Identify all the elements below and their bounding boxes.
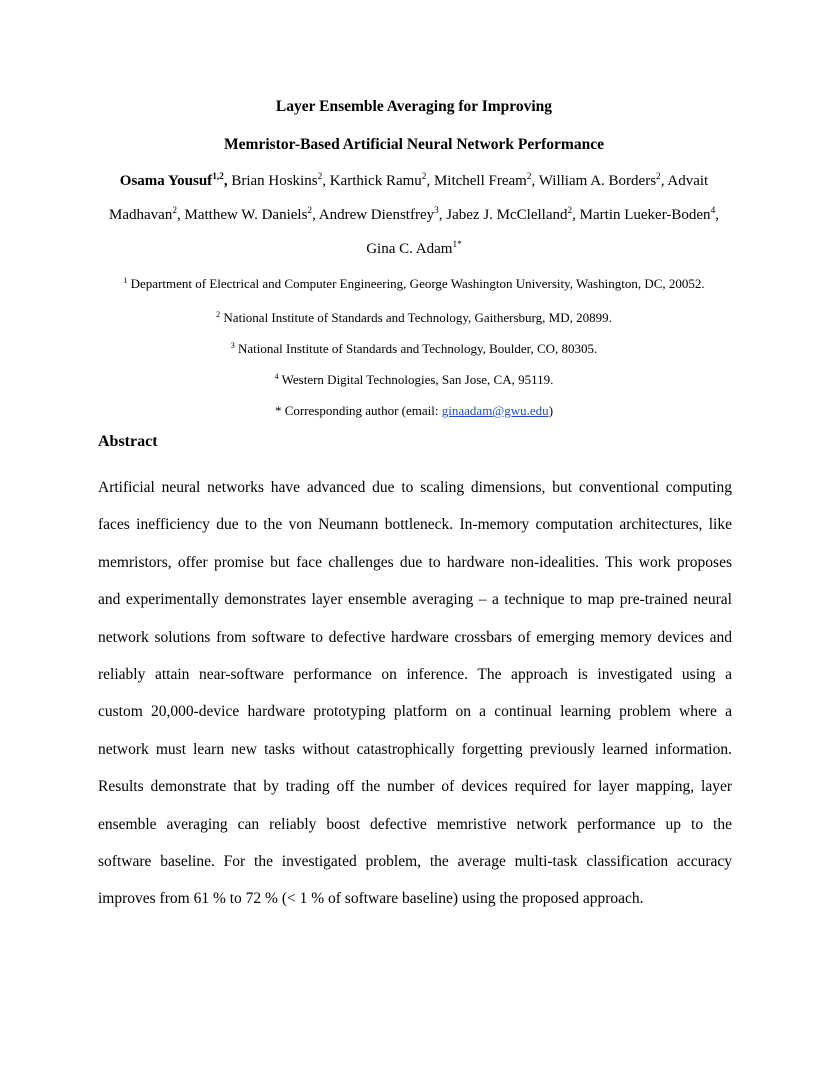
- author-name: , Jabez J. McClelland: [438, 207, 568, 223]
- author-name: , Martin Lueker-Boden: [572, 207, 711, 223]
- author-affiliation-mark: 2: [567, 206, 573, 217]
- affiliation-number: 4: [274, 372, 279, 382]
- abstract-heading: Abstract: [98, 433, 158, 450]
- author-affiliation-mark: 4: [710, 206, 716, 217]
- abstract-line: improves from 61 % to 72 % (< 1 % of software baseline) using the proposed approach.: [98, 890, 644, 908]
- author-affiliation-mark: 3: [434, 206, 439, 217]
- author-name: Brian Hoskins: [227, 173, 318, 189]
- abstract-body: [98, 469, 732, 918]
- paper-title-line-1: Layer Ensemble Averaging for Improving: [275, 98, 553, 115]
- author-separator: ,: [715, 207, 719, 223]
- abstract-line: Results demonstrate that by trading off the number of devices required for layer mapping, layer: [98, 778, 732, 796]
- author-line-3: [0, 241, 828, 258]
- abstract-line: reliably attain near-software performance on inference. The approach is investigated using a: [98, 666, 732, 684]
- author-name: , Matthew W. Daniels: [177, 207, 308, 223]
- author-line-1: [0, 173, 828, 190]
- author-name: , Mitchell Fream: [426, 173, 527, 189]
- author-name: , Karthick Ramu: [322, 173, 422, 189]
- author-separator: ,: [223, 173, 228, 189]
- abstract-line: network must learn new tasks without catastrophically forgetting previously learned information.: [98, 740, 732, 758]
- author-affiliation-mark: 1*: [452, 240, 462, 251]
- abstract-line: ensemble averaging can reliably boost defective memristive network performance up to the: [98, 815, 732, 833]
- author-affiliation-mark: 2: [526, 172, 532, 183]
- corresponding-email-link[interactable]: ginaadam@gwu.edu: [441, 403, 549, 418]
- affiliation-text: National Institute of Standards and Technology, Gaithersburg, MD, 20899.: [223, 310, 612, 325]
- abstract-line: faces inefficiency due to the von Neumann bottleneck. In-memory computation architectures, like: [98, 516, 732, 534]
- affiliation-1: [0, 276, 828, 292]
- abstract-line: Artificial neural networks have advanced due to scaling dimensions, but conventional computing: [98, 479, 732, 496]
- affiliation-4: [0, 372, 828, 388]
- affiliation-text: Western Digital Technologies, San Jose, CA, 95119.: [281, 372, 554, 387]
- author-affiliation-mark: 2: [172, 206, 177, 217]
- corresponding-author: [0, 403, 828, 419]
- affiliation-number: 1: [123, 276, 128, 286]
- author-name: , William A. Borders: [531, 173, 657, 189]
- affiliation-text: Department of Electrical and Computer Engineering, George Washington University, Washington, DC, 20052.: [130, 276, 705, 291]
- abstract-line: software baseline. For the investigated problem, the average multi-task classification accuracy: [98, 853, 732, 871]
- affiliation-2: [0, 310, 828, 326]
- affiliation-number: 2: [216, 310, 221, 320]
- author-affiliation-mark: 2: [317, 172, 323, 183]
- abstract-line: custom 20,000-device hardware prototyping platform on a continual learning problem where a: [98, 703, 732, 721]
- affiliation-number: 3: [230, 341, 235, 351]
- corresponding-author-label: * Corresponding author (email:: [274, 403, 442, 418]
- author-name: Osama Yousuf: [119, 173, 213, 189]
- author-affiliation-mark: 2: [421, 172, 427, 183]
- author-affiliation-mark: 1,2: [212, 172, 224, 183]
- abstract-line: memristors, offer promise but face challenges due to hardware non-idealities. This work proposes: [98, 553, 732, 571]
- author-line-2: [0, 207, 828, 224]
- abstract-line: network solutions from software to defective hardware crossbars of emerging memory devices and: [98, 628, 732, 646]
- affiliation-3: [0, 341, 828, 357]
- author-name: , Andrew Dienstfrey: [312, 207, 435, 223]
- author-affiliation-mark: 2: [307, 206, 313, 217]
- author-name: Gina C. Adam: [366, 241, 453, 257]
- author-name: , Advait: [660, 173, 709, 189]
- abstract-line: and experimentally demonstrates layer ensemble averaging – a technique to map pre-trained neural: [98, 591, 732, 609]
- author-name: Madhavan: [109, 207, 173, 223]
- corresponding-author-close: ): [548, 403, 554, 418]
- paper-title-line-2: Memristor-Based Artificial Neural Network Performance: [224, 136, 604, 153]
- affiliation-text: National Institute of Standards and Technology, Boulder, CO, 80305.: [238, 341, 598, 356]
- author-affiliation-mark: 2: [656, 172, 661, 183]
